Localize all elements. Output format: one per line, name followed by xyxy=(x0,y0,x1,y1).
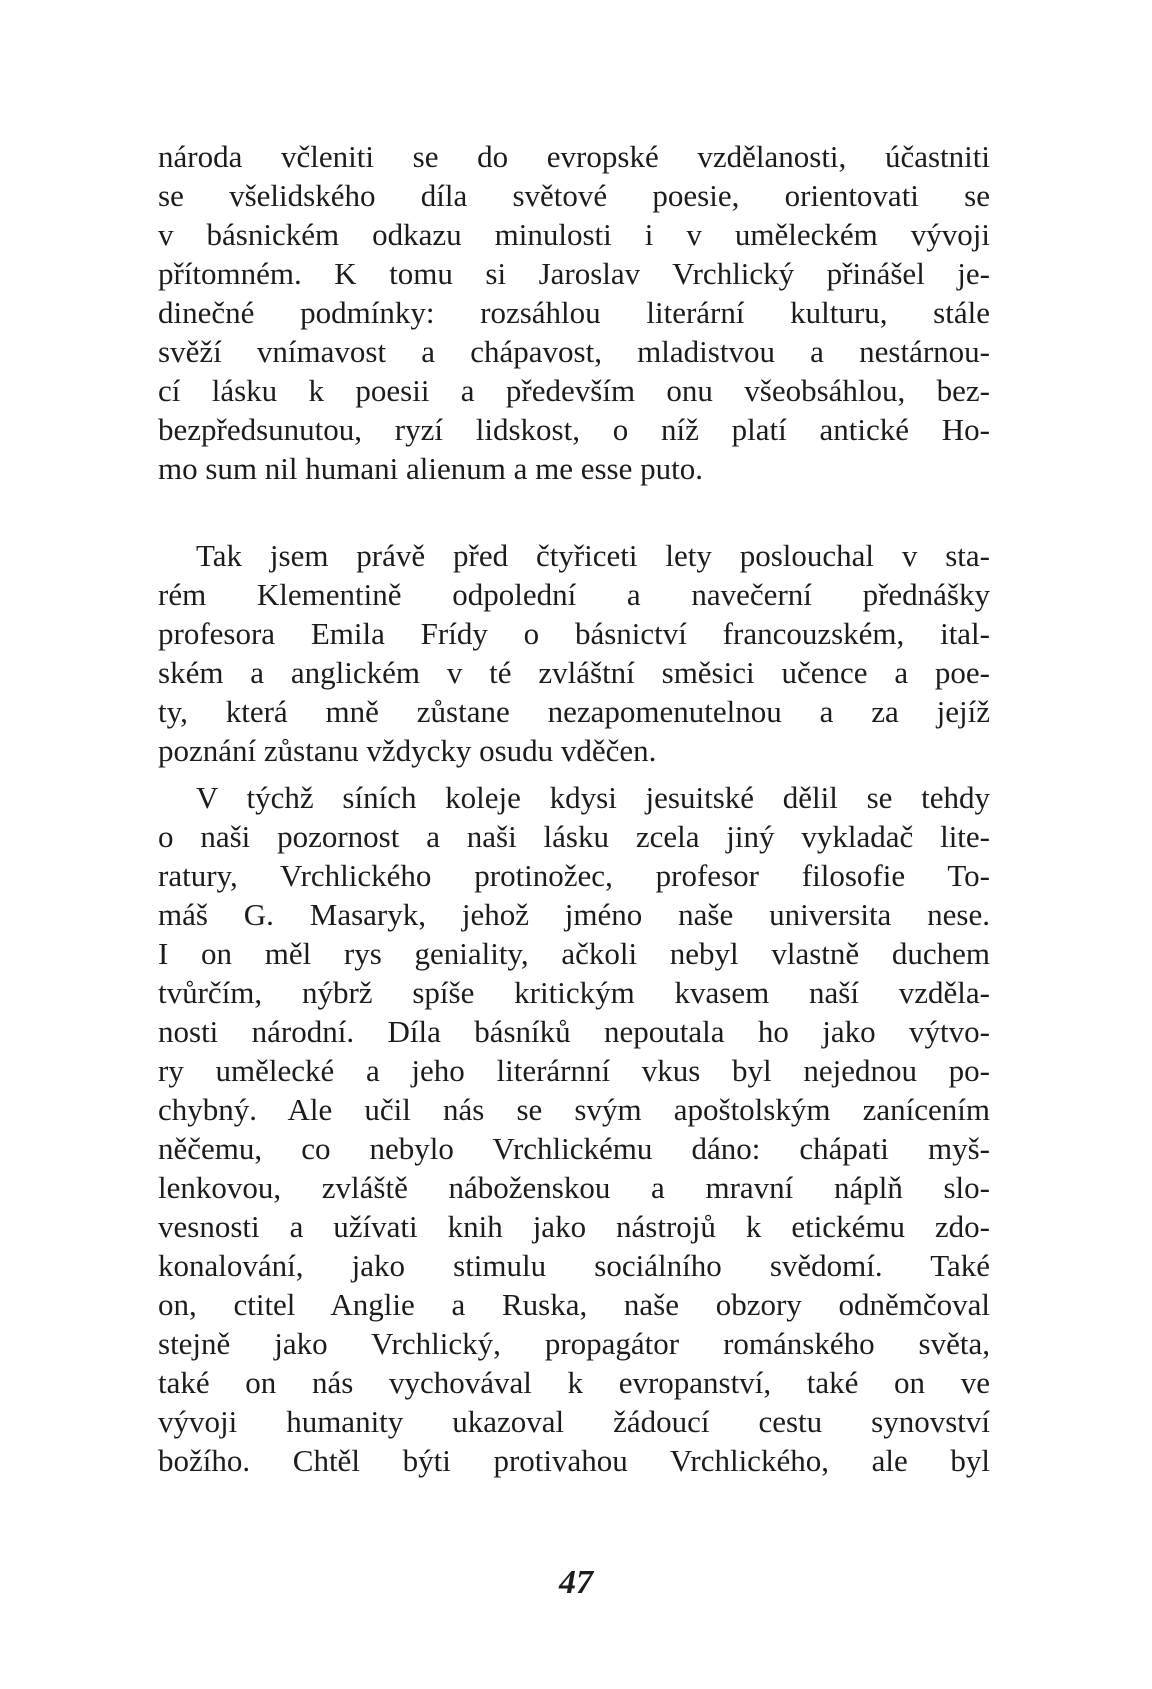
text-line: vesnosti a užívati knih jako nástrojů k etickému zdo- xyxy=(158,1209,990,1244)
text-line: něčemu, co nebylo Vrchlickému dáno: chápati myš- xyxy=(158,1131,990,1166)
text-line: rém Klementině odpolední a navečerní přednášky xyxy=(158,577,990,612)
text-line: tvůrčím, nýbrž spíše kritickým kvasem naší vzděla- xyxy=(158,975,990,1010)
text-line: cí lásku k poesii a především onu všeobsáhlou, bez- xyxy=(158,373,990,408)
text-line: on, ctitel Anglie a Ruska, naše obzory odněmčoval xyxy=(158,1287,990,1322)
text-line: poznání zůstanu vždycky osudu vděčen. xyxy=(158,733,657,768)
text-line: mo sum nil humani alienum a me esse puto. xyxy=(158,451,703,486)
text-line: ském a anglickém v té zvláštní směsici učence a poe- xyxy=(158,655,990,690)
text-line: božího. Chtěl býti protivahou Vrchlického, ale byl xyxy=(158,1443,990,1478)
text-line: vývoji humanity ukazoval žádoucí cestu synovství xyxy=(158,1404,990,1439)
text-line: dinečné podmínky: rozsáhlou literární kulturu, stále xyxy=(158,295,990,330)
text-line: přítomném. K tomu si Jaroslav Vrchlický přinášel je- xyxy=(158,256,990,291)
text-line: stejně jako Vrchlický, propagátor románského světa, xyxy=(158,1326,990,1361)
text-line: máš G. Masaryk, jehož jméno naše universita nese. xyxy=(158,897,990,932)
text-line: o naši pozornost a naši lásku zcela jiný vykladač lite- xyxy=(158,819,990,854)
text-line: ty, která mně zůstane nezapomenutelnou a za jejíž xyxy=(158,694,990,729)
text-line: I on měl rys geniality, ačkoli nebyl vlastně duchem xyxy=(158,936,990,971)
text-line: Tak jsem právě před čtyřiceti lety poslouchal v sta- xyxy=(196,538,990,573)
text-line: chybný. Ale učil nás se svým apoštolským zanícením xyxy=(158,1092,990,1127)
text-line: se všelidského díla světové poesie, orientovati se xyxy=(158,178,990,213)
text-line: národa včleniti se do evropské vzdělanosti, účastniti xyxy=(158,139,990,174)
text-line: V týchž síních koleje kdysi jesuitské dělil se tehdy xyxy=(196,780,990,815)
text-line: lenkovou, zvláště náboženskou a mravní náplň slo- xyxy=(158,1170,990,1205)
text-line: ry umělecké a jeho literárnní vkus byl nejednou po- xyxy=(158,1053,990,1088)
text-line: také on nás vychovával k evropanství, také on ve xyxy=(158,1365,990,1400)
text-line: svěží vnímavost a chápavost, mladistvou a nestárnou- xyxy=(158,334,990,369)
text-line: bezpředsunutou, ryzí lidskost, o níž platí antické Ho- xyxy=(158,412,990,447)
text-line: ratury, Vrchlického protinožec, profesor filosofie To- xyxy=(158,858,990,893)
page-number: 47 xyxy=(559,1564,593,1601)
text-line: nosti národní. Díla básníků nepoutala ho jako výtvo- xyxy=(158,1014,990,1049)
text-line: konalování, jako stimulu sociálního svědomí. Také xyxy=(158,1248,990,1283)
text-line: profesora Emila Frídy o básnictví francouzském, ital- xyxy=(158,616,990,651)
text-line: v básnickém odkazu minulosti i v uměleckém vývoji xyxy=(158,217,990,252)
